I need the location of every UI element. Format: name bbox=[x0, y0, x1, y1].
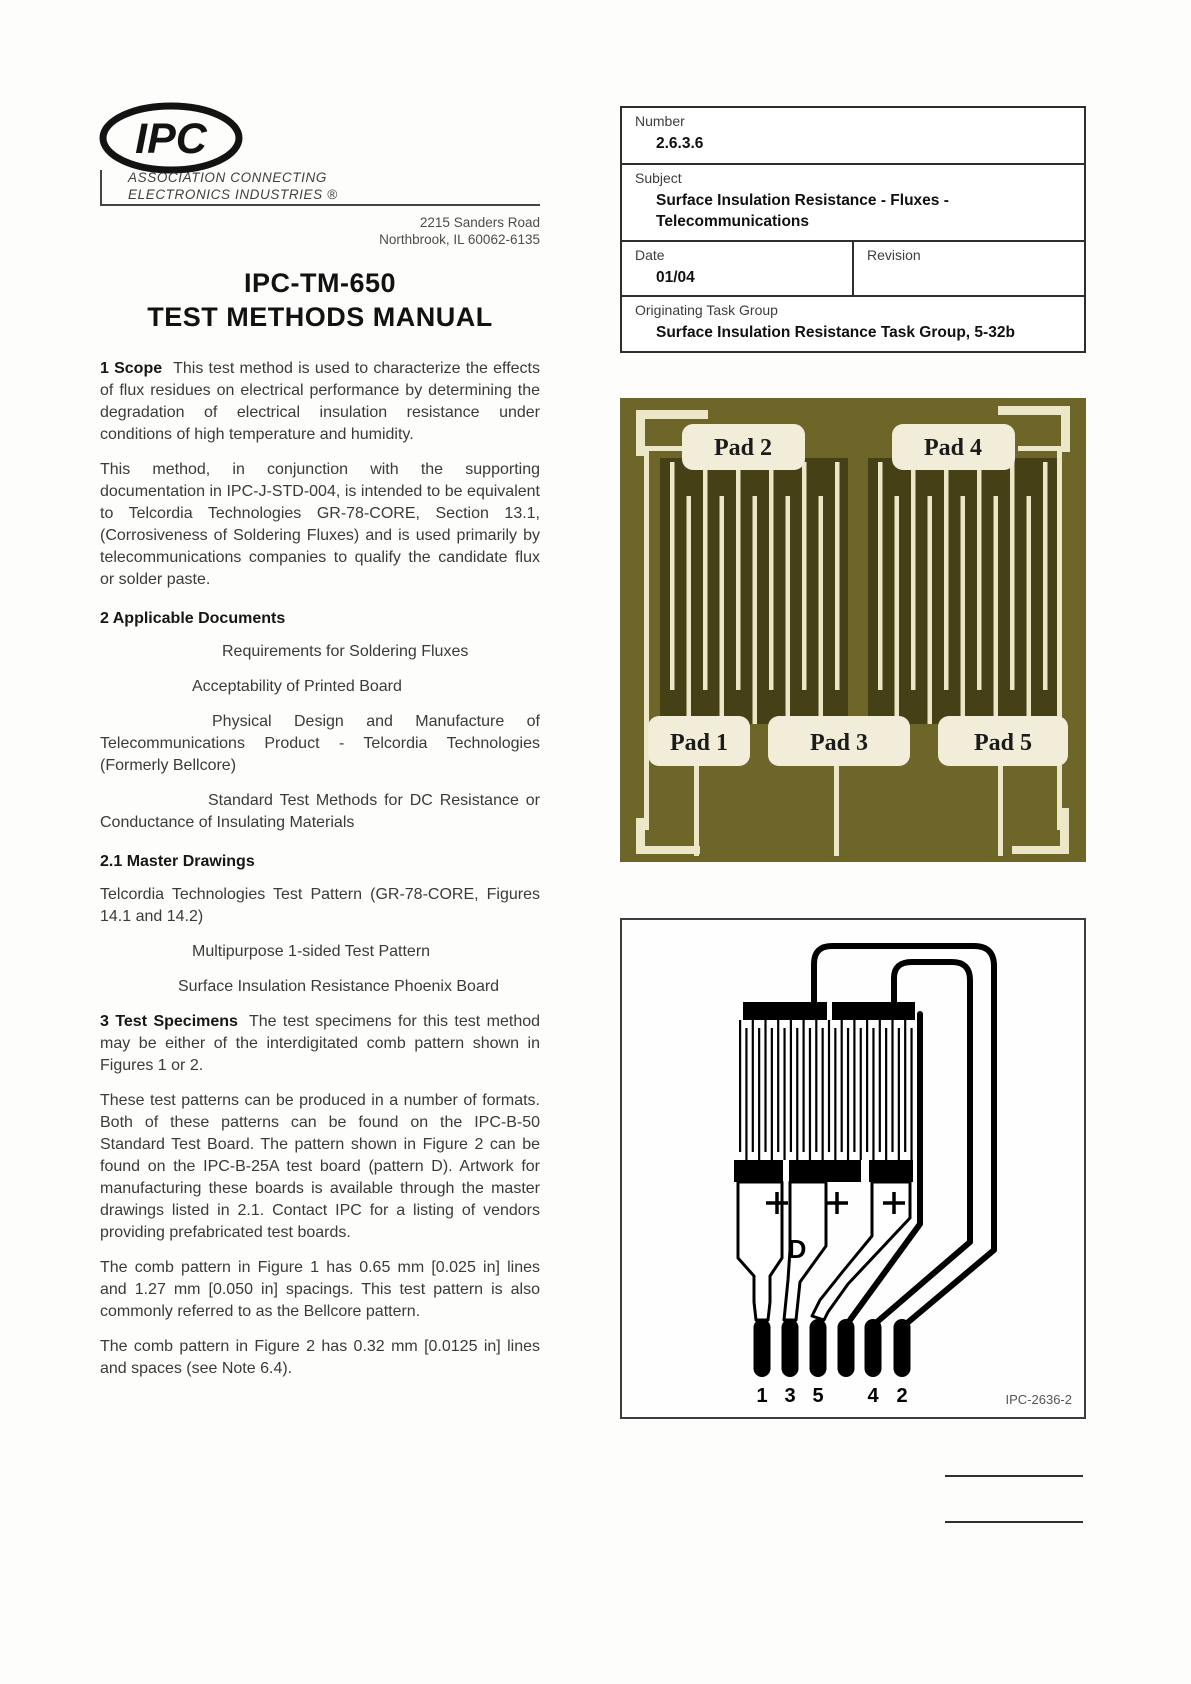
terminal-label: 5 bbox=[812, 1385, 824, 1407]
info-row-date-revision bbox=[622, 240, 1084, 295]
scope-paragraph bbox=[100, 358, 540, 446]
scope-paragraph-2: This method, in conjunction with the supporting documentation in IPC-J-STD-004, is intended to be equivalent to Telcordia Technologies GR-78-CORE, Section 13.1, (Corrosiveness of Soldering Fluxes) and is used primarily by telecommunications companies to qualify the candidate flux or solder paste. bbox=[100, 461, 540, 588]
number-label: Number bbox=[635, 113, 685, 129]
comb-hatch bbox=[739, 1020, 913, 1160]
master-drawings-text: Telcordia Technologies Test Pattern (GR-78-CORE, Figures 14.1 and 14.2) bbox=[100, 886, 540, 925]
specimens-paragraph-2: These test patterns can be produced in a number of formats. Both of these patterns can be found on the IPC-B-50 Standard Test Board. The pattern shown in Figure 2 can be found on the IPC-B-25A test board (pattern D). Artwork for manufacturing these boards is available through the master drawings listed in 2.1. Contact IPC for a listing of vendors providing prefabricated test boards. bbox=[100, 1092, 540, 1241]
pad-label-4: Pad 4 bbox=[923, 435, 983, 461]
ipc-logo-icon bbox=[98, 100, 250, 178]
task-group-label: Originating Task Group bbox=[635, 302, 778, 318]
master-reference: Multipurpose 1-sided Test Pattern bbox=[192, 943, 431, 960]
specimens-paragraph-4: The comb pattern in Figure 2 has 0.32 mm [0.0125 in] lines and spaces (see Note 6.4). bbox=[100, 1338, 540, 1377]
terminal-labels bbox=[756, 1385, 907, 1407]
address-line1: 2215 Sanders Road bbox=[419, 215, 540, 230]
signature-rule-2 bbox=[945, 1521, 1083, 1523]
date-label: Date bbox=[635, 247, 665, 263]
pad-label-1: Pad 1 bbox=[669, 730, 729, 756]
specimens-text: The test specimens for this test method may be either of the interdigitated comb pattern shown in Figures 1 or 2. bbox=[100, 1013, 541, 1074]
doc-reference: Physical Design and Manufacture of Telecommunications Product - Telcordia Technologies (Formerly Bellcore) bbox=[100, 713, 540, 774]
master-reference: Surface Insulation Resistance Phoenix Board bbox=[178, 978, 500, 995]
terminal-pads bbox=[754, 1319, 911, 1377]
tagline-line2: ELECTRONICS INDUSTRIES ® bbox=[128, 186, 338, 202]
pad-label-5: Pad 5 bbox=[973, 730, 1033, 756]
doc-reference: Acceptability of Printed Board bbox=[192, 678, 402, 695]
info-row-number bbox=[622, 108, 1084, 163]
pad-label-2: Pad 2 bbox=[713, 435, 773, 461]
date-cell bbox=[622, 242, 854, 295]
pad-label-3: Pad 3 bbox=[809, 730, 869, 756]
address-block bbox=[260, 214, 540, 248]
logo-tagline bbox=[100, 170, 540, 206]
body-column bbox=[100, 358, 540, 1393]
terminal-label: 4 bbox=[867, 1385, 879, 1407]
number-value: 2.6.3.6 bbox=[656, 135, 704, 152]
doc-reference: Requirements for Soldering Fluxes bbox=[222, 643, 469, 660]
ipc-logo-text: IPC bbox=[135, 115, 207, 163]
specimens-paragraph-3: The comb pattern in Figure 1 has 0.65 mm [0.025 in] lines and 1.27 mm [0.050 in] spacings. This test pattern is also commonly referred to as the Bellcore pattern. bbox=[100, 1259, 540, 1320]
address-line2: Northbrook, IL 60062-6135 bbox=[379, 232, 540, 247]
subject-value: Surface Insulation Resistance - Fluxes - Telecommunications bbox=[656, 192, 949, 230]
signature-rule-1 bbox=[945, 1475, 1083, 1477]
comb-pattern-drawing bbox=[622, 920, 1084, 1417]
figure2-comb-drawing bbox=[620, 918, 1086, 1419]
pattern-letter-d: D bbox=[787, 1234, 807, 1264]
terminal-label: 2 bbox=[896, 1385, 908, 1407]
specimens-paragraph bbox=[100, 1011, 540, 1077]
pcb-photo-drawing bbox=[620, 398, 1086, 862]
terminal-label: 3 bbox=[784, 1385, 796, 1407]
info-table bbox=[620, 106, 1086, 353]
applicable-documents-heading: 2 Applicable Documents bbox=[100, 610, 286, 627]
figure1-pcb-photo bbox=[620, 398, 1086, 862]
tagline-line1: ASSOCIATION CONNECTING bbox=[128, 170, 327, 185]
info-row-task-group bbox=[622, 295, 1084, 351]
date-value: 01/04 bbox=[656, 269, 695, 286]
terminal-label: 1 bbox=[756, 1385, 768, 1407]
scope-heading: 1 Scope bbox=[100, 360, 163, 377]
title-line1: IPC-TM-650 bbox=[243, 268, 397, 298]
figure-code: IPC-2636-2 bbox=[1005, 1392, 1072, 1407]
revision-cell bbox=[854, 242, 1084, 295]
subject-label: Subject bbox=[635, 170, 682, 186]
doc-reference: Standard Test Methods for DC Resistance or Conductance of Insulating Materials bbox=[100, 792, 540, 831]
page-title bbox=[100, 266, 540, 334]
info-row-subject bbox=[622, 163, 1084, 240]
scope-text: This test method is used to characterize the effects of flux residues on electrical performance by determining the degradation of electrical insulation resistance under conditions of high temperature and humidity. bbox=[100, 360, 540, 443]
master-drawings-heading: 2.1 Master Drawings bbox=[100, 853, 255, 870]
revision-label: Revision bbox=[867, 247, 921, 263]
task-group-value: Surface Insulation Resistance Task Group, 5-32b bbox=[656, 324, 1015, 341]
title-line2: TEST METHODS MANUAL bbox=[147, 302, 493, 332]
specimens-heading: 3 Test Specimens bbox=[100, 1013, 238, 1030]
